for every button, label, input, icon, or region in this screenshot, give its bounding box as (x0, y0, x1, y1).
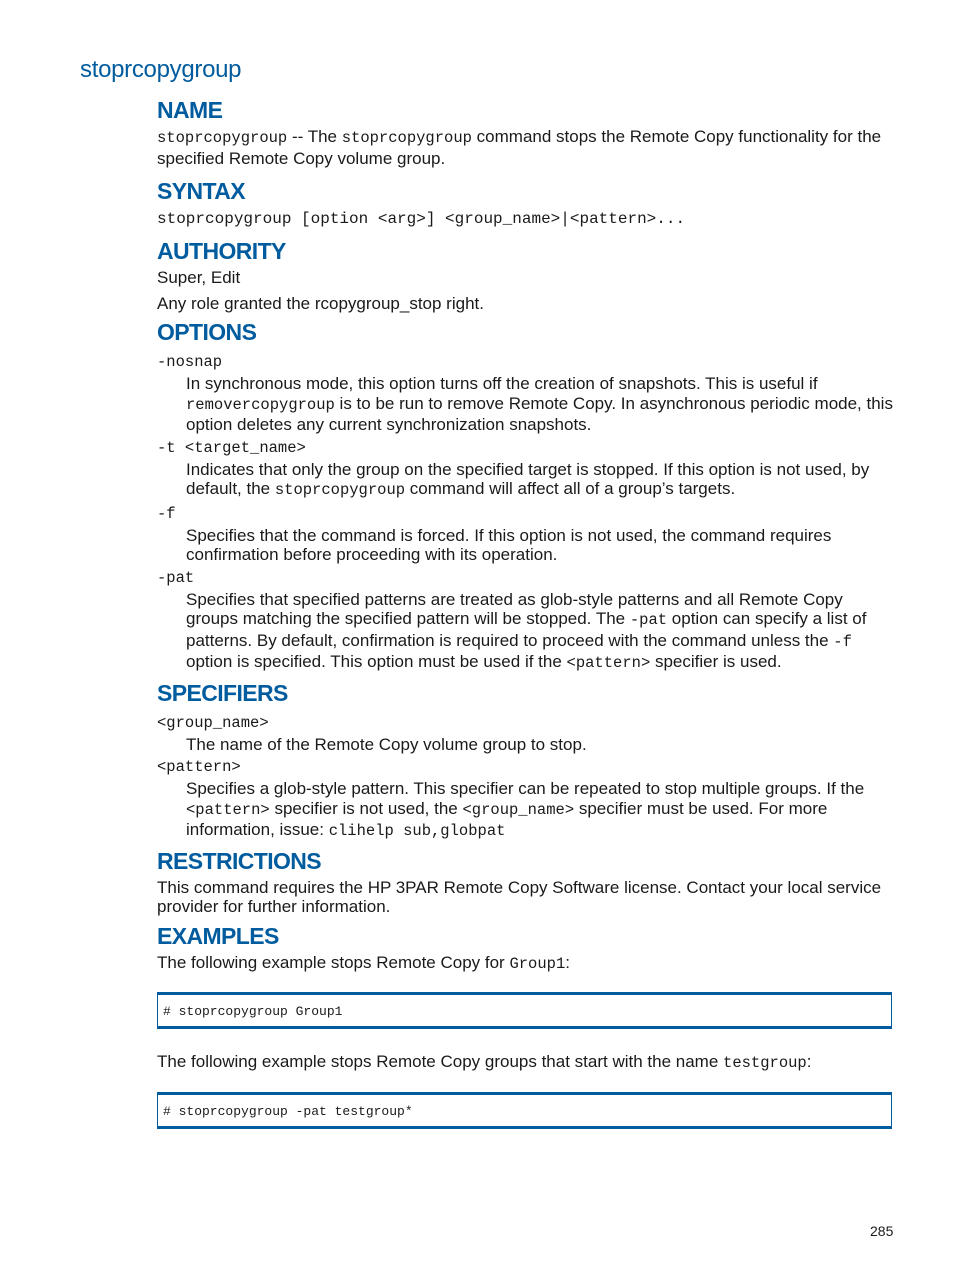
restrictions-heading: RESTRICTIONS (157, 847, 322, 874)
option-nosnap-term: -nosnap (157, 353, 223, 371)
pattern-code-3: clihelp sub,globpat (328, 822, 506, 840)
specifier-group-name-term: <group_name> (157, 713, 269, 732)
name-heading: NAME (157, 97, 223, 123)
option-pat-term: -pat (157, 568, 195, 587)
authority-heading: AUTHORITY (157, 238, 286, 264)
example-1-text: The following example stops Remote Copy for (157, 952, 510, 972)
command-name: stoprcopygroup (157, 129, 288, 147)
pat-text-2: option can specify a list of patterns. By default, confirmation is required to proceed with the command unless the (186, 609, 867, 650)
specifier-pattern-desc (186, 779, 897, 842)
pat-code-3: <pattern> (566, 654, 651, 672)
target-text-2: command will affect all of a group’s targets. (405, 479, 736, 498)
pattern-code-2: <group_name> (462, 800, 575, 819)
name-text-1: -- The (287, 127, 342, 146)
example-2-colon: : (806, 1052, 812, 1071)
pat-code-1: -pat (629, 611, 668, 629)
nosnap-text-1: In synchronous mode, this option turns off the creation of snapshots. This is useful if (186, 374, 818, 393)
name-text-2: command stops the Remote Copy functionality for the specified Remote Copy volume group. (157, 127, 882, 168)
option-target-term: -t <target_name> (157, 438, 306, 457)
restrictions-text: This command requires the HP 3PAR Remote Copy Software license. Contact your local service provider for further information. (157, 877, 882, 916)
example-2-intro (157, 1052, 897, 1074)
page-title: stoprcopygroup (80, 56, 242, 83)
specifiers-heading: SPECIFIERS (157, 679, 288, 706)
name-description (157, 127, 897, 168)
option-pat-desc (186, 590, 897, 674)
pattern-text-1: Specifies a glob-style pattern. This specifier can be repeated to stop multiple groups. If the (186, 779, 865, 798)
syntax-line: stoprcopygroup [option <arg>] <group_name>|<pattern>... (157, 210, 686, 228)
pat-text-1: Specifies that specified patterns are treated as glob-style patterns and all Remote Copy groups matching the specified pattern will be stopped. The (186, 589, 843, 628)
options-heading: OPTIONS (157, 319, 257, 345)
pattern-text-2: specifier is not used, the (269, 798, 463, 818)
example-1-colon: : (565, 952, 570, 972)
option-target-desc (186, 460, 897, 501)
example-1-code-inline: Group1 (509, 954, 566, 973)
option-nosnap-desc (186, 374, 897, 435)
example-1-code-block: # stoprcopygroup Group1 (157, 992, 892, 1029)
syntax-heading: SYNTAX (157, 178, 245, 204)
nosnap-code-1: removercopygroup (186, 395, 335, 414)
target-code-1: stoprcopygroup (274, 481, 406, 499)
authority-roles: Super, Edit (157, 268, 241, 287)
option-force-term: -f (157, 504, 176, 523)
pattern-text-3: specifier must be used. For more information, issue: (186, 798, 828, 839)
examples-heading: EXAMPLES (157, 922, 279, 949)
target-text-1: Indicates that only the group on the specified target is stopped. If this option is not used, by default, the (186, 459, 870, 498)
pat-text-3: option is specified. This option must be used if the (186, 652, 567, 671)
example-1-intro (157, 953, 897, 975)
example-2-text: The following example stops Remote Copy groups that start with the name (157, 1052, 724, 1071)
document-body (157, 93, 897, 1129)
nosnap-text-2: is to be run to remove Remote Copy. In asynchronous periodic mode, this option deletes any current synchronization snapshots. (186, 393, 893, 434)
authority-right: Any role granted the rcopygroup_stop right. (157, 293, 484, 313)
pat-text-4: specifier is used. (650, 652, 782, 671)
pattern-code-1: <pattern> (186, 800, 270, 819)
command-name-inline: stoprcopygroup (341, 129, 472, 147)
example-2-code-inline: testgroup (723, 1054, 807, 1072)
page-number: 285 (870, 1223, 894, 1239)
specifier-group-name-desc: The name of the Remote Copy volume group to stop. (186, 734, 587, 754)
specifier-pattern-term: <pattern> (157, 758, 241, 776)
example-2-code-block: # stoprcopygroup -pat testgroup* (157, 1092, 892, 1129)
pat-code-2: -f (833, 632, 852, 651)
option-force-desc: Specifies that the command is forced. If this option is not used, the command requires confirmation before proceeding with its operation. (186, 525, 832, 564)
